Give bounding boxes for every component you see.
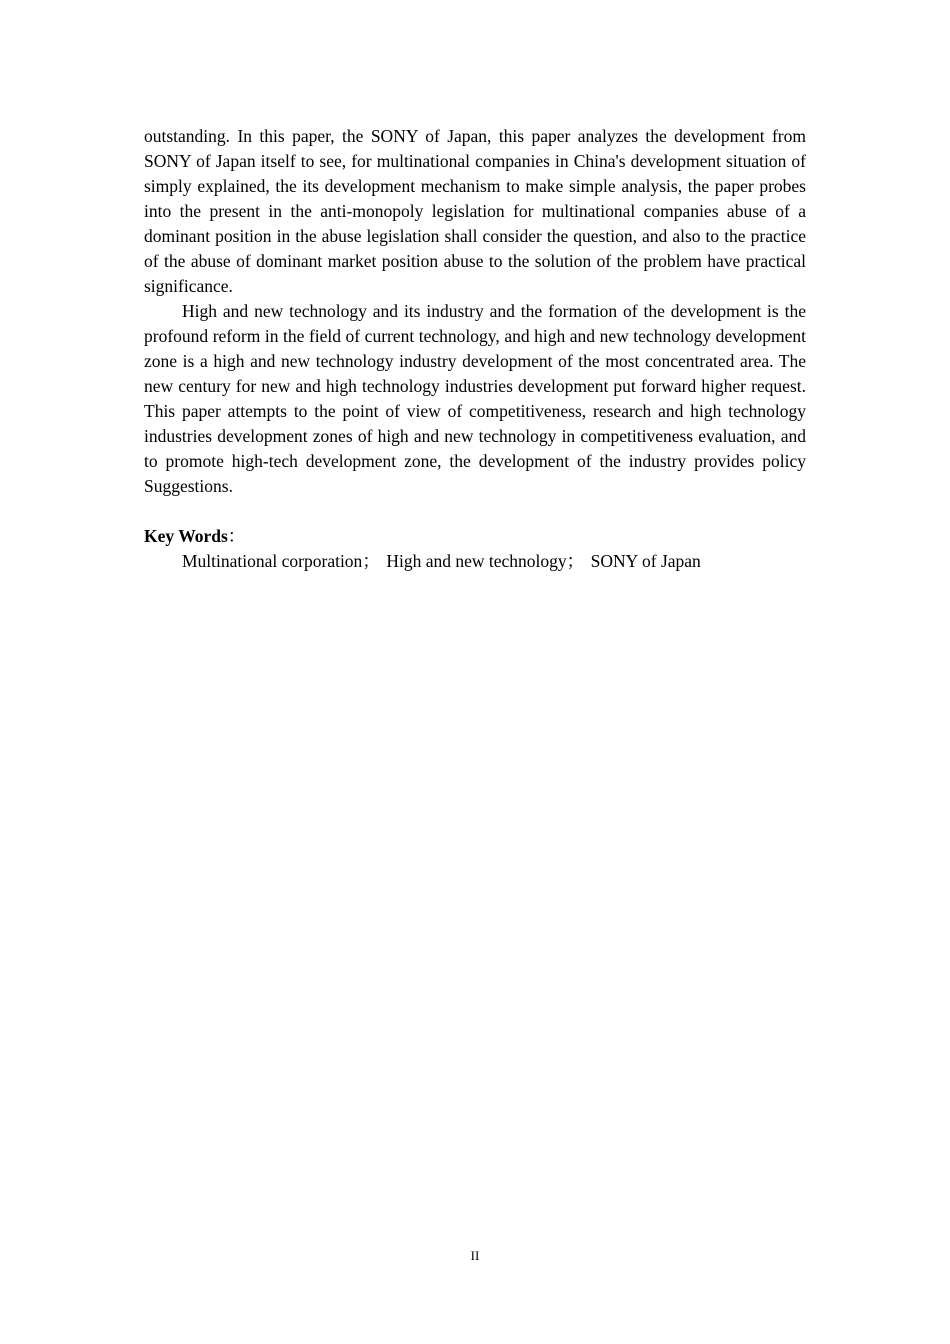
keywords-list [144, 549, 806, 574]
keyword-separator: ； [566, 551, 585, 571]
abstract-body [144, 124, 806, 574]
keyword-item: Multinational corporation [182, 551, 363, 571]
abstract-paragraph-2: High and new technology and its industry and the formation of the development is the profound reform in the field of current technology, and high and new technology development zone is a high and new technology industry development of the most concentrated area. The new century for new and high technology industries development put forward higher request. This paper attempts to the point of view of competitiveness, research and high technology industries development zones of high and new technology in competitiveness evaluation, and to promote high-tech development zone, the development of the industry provides policy Suggestions. [144, 301, 806, 496]
keyword-item: High and new technology [386, 551, 567, 571]
keyword-item: SONY of Japan [590, 551, 701, 571]
abstract-paragraph-1: outstanding. In this paper, the SONY of Japan, this paper analyzes the development from SONY of Japan itself to see, for multinational companies in China's development situation of simply explained, the its development mechanism to make simple analysis, the paper probes into the present in the anti-monopoly legislation for multinational companies abuse of a dominant position in the abuse legislation shall consider the question, and also to the practice of the abuse of dominant market position abuse to the solution of the problem have practical significance. [144, 126, 806, 296]
keywords-heading-label: Key Words [144, 526, 228, 546]
keywords-heading-colon: ： [227, 526, 246, 546]
keyword-separator: ； [362, 551, 380, 571]
keywords-heading [144, 524, 806, 549]
page-number: II [470, 1248, 480, 1263]
